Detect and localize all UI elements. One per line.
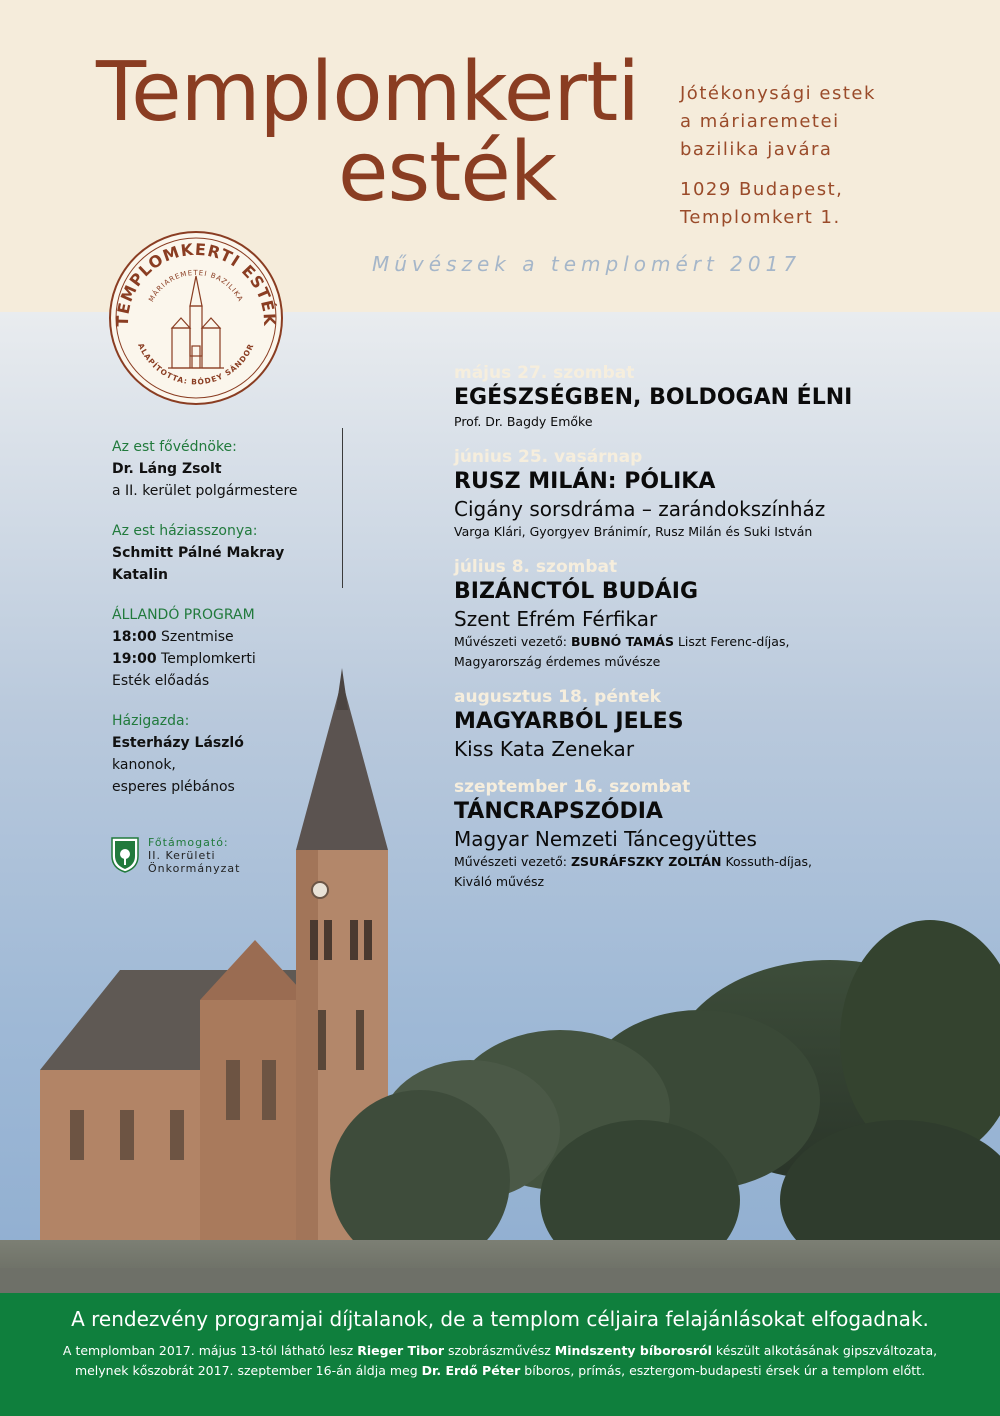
hostess-group (112, 520, 332, 586)
event-list (454, 362, 974, 906)
district-coat-of-arms-icon (110, 836, 140, 874)
detail-post: Liszt Ferenc-díjas, (673, 634, 790, 649)
patron-group (112, 436, 332, 502)
sponsor-label: Főtámogató: (148, 836, 229, 849)
patron-role: a II. kerület polgármestere (112, 483, 298, 499)
host-name: Esterházy László (112, 735, 244, 751)
detail-pre: Művészeti vezető: (454, 634, 571, 649)
event-date: szeptember 16. szombat (454, 777, 691, 797)
tagline-line: Jótékonysági estek (680, 83, 876, 104)
address-line: 1029 Budapest, (680, 179, 844, 200)
patron-name: Dr. Láng Zsolt (112, 461, 222, 477)
event-detail-2: Kiváló művész (454, 874, 545, 889)
footer-text: melynek kőszobrát 2017. szeptember 16-án áldja meg (74, 1363, 422, 1378)
footer-text: szobrászművész (444, 1343, 555, 1358)
sponsor-line: Önkormányzat (148, 862, 241, 875)
event-item (454, 362, 974, 432)
address (680, 176, 843, 232)
templomkerti-seal-logo (106, 228, 286, 408)
event-subtitle: Kiss Kata Zenekar (454, 737, 635, 761)
event-title: MAGYARBÓL JELES (454, 709, 684, 734)
seal-bottom-text: ALAPÍTOTTA: BÓDEY SÁNDOR (136, 341, 256, 387)
program-item-cont: Esték előadás (112, 673, 210, 689)
footer-headline: A rendezvény programjai díjtalanok, de a templom céljaira felajánlásokat elfogadnak. (71, 1307, 929, 1331)
host-group (112, 710, 332, 798)
tagline-line: a máriaremetei (680, 111, 840, 132)
program-text: Templomkerti (156, 651, 256, 667)
hostess-name: Katalin (112, 567, 168, 583)
footer-text: bíboros, prímás, esztergom-budapesti érsek úr a templom előtt. (520, 1363, 926, 1378)
event-date: július 8. szombat (454, 557, 618, 577)
event-item (454, 776, 974, 892)
program-label: ÁLLANDÓ PROGRAM (112, 607, 255, 623)
event-detail: Prof. Dr. Bagdy Emőke (454, 414, 593, 429)
event-date: augusztus 18. péntek (454, 687, 661, 707)
event-title: TÁNCRAPSZÓDIA (454, 799, 663, 824)
sponsor-text (148, 836, 240, 875)
detail-pre: Művészeti vezető: (454, 854, 571, 869)
program-text: Szentmise (156, 629, 234, 645)
event-detail (454, 632, 974, 652)
hostess-label: Az est háziasszonya: (112, 523, 258, 539)
footer-note-line (0, 1361, 1000, 1381)
event-title: EGÉSZSÉGBEN, BOLDOGAN ÉLNI (454, 385, 853, 410)
host-role: esperes plébános (112, 779, 235, 795)
title-line-1: Templomkerti (96, 45, 640, 140)
footer-bold: Mindszenty bíborosról (554, 1343, 712, 1358)
footer-note (0, 1341, 1000, 1381)
host-role: kanonok, (112, 757, 176, 773)
address-line: Templomkert 1. (680, 207, 841, 228)
hostess-name: Schmitt Pálné Makray (112, 545, 285, 561)
footer-note-line (0, 1341, 1000, 1361)
footer-text: készült alkotásának gipszváltozata, (711, 1343, 938, 1358)
event-subtitle: Szent Efrém Férfikar (454, 607, 658, 631)
event-title: RUSZ MILÁN: PÓLIKA (454, 469, 716, 494)
event-subtitle: Cigány sorsdráma – zarándokszínház (454, 497, 826, 521)
patron-label: Az est fővédnöke: (112, 439, 237, 455)
event-item (454, 556, 974, 672)
event-item (454, 446, 974, 542)
program-item (112, 626, 332, 648)
left-column (112, 436, 332, 816)
footer-bold: Dr. Erdő Péter (421, 1363, 521, 1378)
detail-bold: BUBNÓ TAMÁS (570, 634, 674, 649)
event-detail-2: Magyarország érdemes művésze (454, 654, 661, 669)
seal-middle-text: MÁRIAREMETEI BAZILIKA (147, 268, 245, 304)
title-line-2: esték (338, 125, 557, 220)
footer-bold: Rieger Tibor (357, 1343, 445, 1358)
seal-top-text: TEMPLOMKERTI ESTÉK (112, 239, 280, 327)
footer-text: A templomban 2017. május 13-tól látható lesz (62, 1343, 358, 1358)
event-subtitle: Magyar Nemzeti Táncegyüttes (454, 827, 757, 851)
tagline-line: bazilika javára (680, 139, 833, 160)
detail-post: Kossuth-díjas, (721, 854, 812, 869)
event-detail (454, 852, 974, 872)
event-detail: Varga Klári, Gyorgyev Bránimír, Rusz Milán és Suki István (454, 524, 813, 539)
subtitle: Művészek a templomért 2017 (372, 252, 802, 276)
event-date: június 25. vasárnap (454, 447, 643, 467)
event-date: május 27. szombat (454, 363, 635, 383)
host-label: Házigazda: (112, 713, 190, 729)
sponsor-line: II. Kerületi (148, 849, 216, 862)
program-group (112, 604, 332, 692)
divider-line (342, 428, 343, 588)
sponsor (110, 836, 240, 875)
event-title: BIZÁNCTÓL BUDÁIG (454, 579, 699, 604)
program-time: 19:00 (112, 651, 157, 667)
program-time: 18:00 (112, 629, 157, 645)
detail-bold: ZSURÁFSZKY ZOLTÁN (570, 854, 722, 869)
program-item (112, 648, 332, 670)
footer-banner (0, 1293, 1000, 1416)
event-item (454, 686, 974, 762)
tagline (680, 80, 876, 164)
